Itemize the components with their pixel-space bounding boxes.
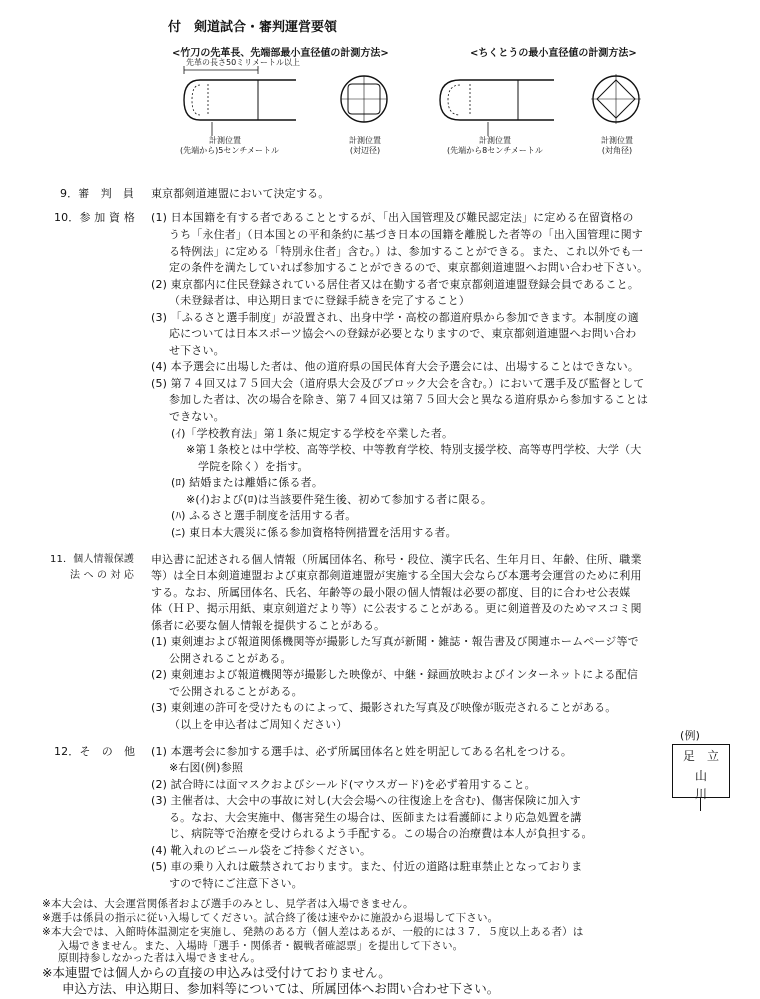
section11-line: 係者に必要な個人情報を提供することがある。 [151, 619, 386, 632]
section10-line: (ﾆ) 東日本大震災に係る参加資格特例措置を活用する者。 [171, 526, 457, 539]
section11-heading-sub: 法 へ の 対 応 [70, 570, 135, 581]
section11-line: 体（ＨＰ、掲示用紙、東京剣道だより等）に公表することがある。更に剣道普及のためマスコミ関 [151, 602, 642, 615]
section12-line: じ、病院等で治療を受けられるよう手配する。この場合の治療費は本人が負担する。 [169, 827, 593, 840]
section12-line: ※右図(例)参照 [169, 761, 243, 774]
section12-line: (3) 主催者は、大会中の事故に対し(大会会場への往復途上を含む)、傷害保険に加入す [151, 794, 581, 807]
section9-text: 東京都剣道連盟において決定する。 [151, 187, 330, 200]
name-tag-top-right: 立 [707, 749, 720, 763]
section10-line: (ｲ)「学校教育法」第１条に規定する学校を卒業した者。 [171, 427, 454, 440]
section10-line: る特例法」に定める「特別永住者」含む。）は、参加することができる。また、これ以外でも一 [169, 245, 643, 258]
section11-line: (3) 東剣連の許可を受けたものによって、撮影された写真及び映像が販売されることがある。 [151, 701, 617, 714]
figure-left-caption: <竹刀の先革長、先端部最小直径値の計測方法> [172, 48, 389, 59]
section12-line: (2) 試合時には面マスクおよびシールド(マウスガード)を必ず着用すること。 [151, 778, 536, 791]
section11-line: で公開されることがある。 [169, 685, 303, 698]
section10-line: (1) 日本国籍を有する者であることとするが、「出入国管理及び難民認定法」に定める在留資格の [151, 211, 634, 224]
name-tag-top-left: 足 [683, 749, 696, 763]
section10-line: 応については日本スポーツ協会への登録が必要となりますので、東京都剣道連盟へお問い合わ [169, 327, 637, 340]
note-line: 原則持参しなかった者は入場できません。 [58, 952, 261, 964]
section10-line: 参加した者は、次の場合を除き、第７４回又は第７５回大会と異なる道府県から参加することは [169, 393, 649, 406]
note-line: ※本大会は、大会運営関係者および選手のみとし、見学者は入場できません。 [42, 898, 414, 910]
section12-heading: 12．そ の 他 [54, 745, 136, 758]
section11-line: 等）は全日本剣道連盟および東京都剣道連盟が実施する全国大会ならび本選考会運営のために利用 [151, 569, 642, 582]
section12-line: (1) 本選考会に参加する選手は、必ず所属団体名と姓を明記してある名札をつける。 [151, 745, 573, 758]
figure-left-top-label: 先革の長さ50ミリメートル以上 [186, 58, 301, 67]
section9-heading: 9．審 判 員 [60, 187, 135, 200]
section10-line: できない。 [169, 410, 225, 423]
name-tag-example [672, 744, 730, 801]
figure-right-position-label: 計測位置 (先端から8センチメートル [447, 136, 543, 155]
section12-line: る。なお、大会実施中、傷害発生の場合は、医師または看護師により応急処置を講 [169, 811, 582, 824]
footer-notice: ※本連盟では個人からの直接の申込みは受付けておりません。 [42, 965, 391, 980]
section10-line: うち「永住者」（日本国との平和条約に基づき日本の国籍を離脱した者等の「出入国管理に関す [169, 228, 643, 241]
name-tag-mid: 山 [695, 769, 708, 783]
section10-line: （未登録者は、申込期日までに登録手続きを完了すること） [169, 294, 471, 307]
example-label: (例) [680, 729, 701, 742]
section10-heading: 10．参 加 資 格 [54, 211, 135, 224]
section10-line: ※(ｲ)および(ﾛ)は当該要件発生後、初めて参加する者に限る。 [186, 493, 493, 506]
footer-contact: 申込方法、申込期日、参加料等については、所属団体へお問い合わせ下さい。 [62, 981, 500, 996]
section12-line: すので特にご注意下さい。 [169, 877, 303, 890]
note-line: 入場できません。また、入場時「選手・関係者・観戦者確認票」を提出して下さい。 [58, 940, 464, 952]
section10-line: 学院を除く）を指す。 [198, 460, 309, 473]
section10-line: (ﾛ) 結婚または離婚に係る者。 [171, 476, 323, 489]
section11-line: する。なお、所属団体名、氏名、年齢等の最小限の個人情報は必要の都度、目的に合わせ公表媒 [151, 586, 631, 599]
note-line: ※本大会では、入館時体温測定を実施し、発熱のある方（個人差はあるが、一般的には３７．５度以上ある者）は [42, 926, 584, 938]
name-tag-bottom: 川 [695, 787, 708, 801]
document-title: 付 剣道試合・審判運営要領 [168, 20, 338, 35]
figure-right-caption: <ちくとうの最小直径値の計測方法> [470, 48, 637, 59]
section11-line: (1) 東剣連および報道関係機関等が撮影した写真が新聞・雑誌・報告書及び関連ホームページ等で [151, 635, 639, 648]
section12-line: (4) 靴入れのビニール袋をご持参ください。 [151, 844, 372, 857]
section11-heading: 11．個人情報保護 [50, 554, 135, 565]
figure-left-position-label: 計測位置 (先端から)5センチメートル [180, 136, 280, 155]
section12-line: (5) 車の乗り入れは厳禁されております。また、付近の道路は駐車禁止となっておりま [151, 860, 583, 873]
figure-left-diameter-label: 計測位置 (対辺径) [349, 136, 381, 155]
section10-line: (2) 東京都内に住民登録されている居住者又は在勤する者で東京都剣道連盟登録会員であること。 [151, 278, 639, 291]
section11-line: 申込書に記述される個人情報（所属団体名、称号・段位、漢字氏名、生年月日、年齢、住所、職業 [151, 553, 642, 566]
name-tag-divider [700, 797, 701, 811]
section10-line: (ﾊ) ふるさと選手制度を活用する者。 [171, 509, 357, 522]
section11-line: （以上を申込者はご周知ください） [169, 718, 348, 731]
section10-line: ※第１条校とは中学校、高等学校、中等教育学校、特別支援学校、高等専門学校、大学（大 [186, 443, 642, 456]
section10-line: (3) 「ふるさと選手制度」が設置され、出身中学・高校の都道府県から参加できます。本制度の適 [151, 311, 639, 324]
section10-line: せ下さい。 [169, 344, 225, 357]
figure-right-diameter-label: 計測位置 (対角径) [601, 136, 633, 155]
section10-line: 定の条件を満たしていれば参加することができるので、東京都剣道連盟へお問い合わせ下さい。 [169, 261, 649, 274]
section10-line: (4) 本予選会に出場した者は、他の道府県の国民体育大会予選会には、出場することはできない。 [151, 360, 639, 373]
section11-line: (2) 東剣連および報道機関等が撮影した映像が、中継・録画放映およびインターネットによる配信 [151, 668, 638, 681]
section11-line: 公開されることがある。 [169, 652, 292, 665]
note-line: ※選手は係員の指示に従い入場してください。試合終了後は速やかに施設から退場して下さい。 [42, 912, 499, 924]
section10-line: (5) 第７４回又は７５回大会（道府県大会及びブロック大会を含む。）において選手及び監督として [151, 377, 645, 390]
